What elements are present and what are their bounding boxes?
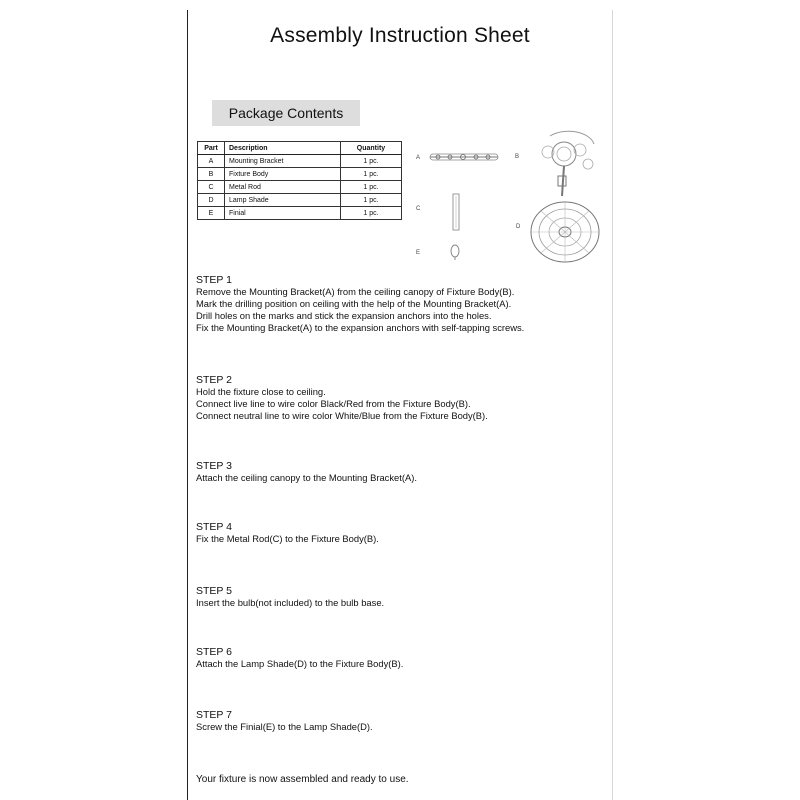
finial-illustration <box>448 243 462 261</box>
parts-table <box>197 141 402 220</box>
cell-quantity: 1 pc. <box>341 181 402 194</box>
cell-description: Finial <box>225 207 341 220</box>
step-text: Screw the Finial(E) to the Lamp Shade(D). <box>196 721 373 732</box>
parts-table-header-row <box>198 142 402 155</box>
table-row <box>198 194 402 207</box>
cell-description: Lamp Shade <box>225 194 341 207</box>
fixture-body-illustration <box>528 130 602 202</box>
column-header-description: Description <box>225 142 341 155</box>
metal-rod-illustration <box>450 192 462 232</box>
step-text: Drill holes on the marks and stick the expansion anchors into the holes. <box>196 310 492 321</box>
package-contents-header <box>212 100 360 126</box>
cell-part: A <box>198 155 225 168</box>
column-header-part: Part <box>198 142 225 155</box>
step-title: STEP 4 <box>196 521 232 533</box>
step-title: STEP 5 <box>196 585 232 597</box>
package-contents-label: Package Contents <box>228 105 344 121</box>
cell-description: Fixture Body <box>225 168 341 181</box>
cell-quantity: 1 pc. <box>341 155 402 168</box>
step-title: STEP 2 <box>196 374 232 386</box>
table-row <box>198 155 402 168</box>
step-text: Remove the Mounting Bracket(A) from the ceiling canopy of Fixture Body(B). <box>196 286 515 297</box>
step-text: Connect neutral line to wire color White/Blue from the Fixture Body(B). <box>196 410 488 421</box>
diagram-label-e: E <box>416 250 421 256</box>
diagram-label-b: B <box>515 154 520 160</box>
cell-part: E <box>198 207 225 220</box>
completion-note: Your fixture is now assembled and ready to use. <box>196 774 409 785</box>
step-title: STEP 3 <box>196 460 232 472</box>
step-text: Insert the bulb(not included) to the bulb base. <box>196 597 385 608</box>
step-2 <box>196 374 606 422</box>
step-4 <box>196 521 606 545</box>
table-row <box>198 207 402 220</box>
step-title: STEP 1 <box>196 274 232 286</box>
diagram-label-c: C <box>416 206 421 212</box>
step-text: Connect live line to wire color Black/Red from the Fixture Body(B). <box>196 398 471 409</box>
cell-quantity: 1 pc. <box>341 194 402 207</box>
cell-part: D <box>198 194 225 207</box>
column-header-quantity: Quantity <box>341 142 402 155</box>
table-row <box>198 181 402 194</box>
page-left-border <box>187 10 188 800</box>
step-title: STEP 7 <box>196 709 232 721</box>
step-text: Attach the Lamp Shade(D) to the Fixture Body(B). <box>196 658 404 669</box>
diagram-label-d: D <box>516 224 521 230</box>
cell-description: Mounting Bracket <box>225 155 341 168</box>
step-text: Attach the ceiling canopy to the Mounting Bracket(A). <box>196 472 417 483</box>
cell-quantity: 1 pc. <box>341 207 402 220</box>
cell-part: B <box>198 168 225 181</box>
cell-part: C <box>198 181 225 194</box>
diagram-label-a: A <box>416 155 421 161</box>
page-right-border <box>612 10 613 800</box>
step-6 <box>196 646 606 670</box>
step-text: Mark the drilling position on ceiling with the help of the Mounting Bracket(A). <box>196 298 512 309</box>
step-7 <box>196 709 606 733</box>
table-row <box>198 168 402 181</box>
step-1 <box>196 274 606 334</box>
cell-description: Metal Rod <box>225 181 341 194</box>
step-text: Hold the fixture close to ceiling. <box>196 386 326 397</box>
step-5 <box>196 585 606 609</box>
mounting-bracket-illustration <box>428 150 500 164</box>
step-text: Fix the Mounting Bracket(A) to the expansion anchors with self-tapping screws. <box>196 322 525 333</box>
step-title: STEP 6 <box>196 646 232 658</box>
lamp-shade-illustration <box>528 200 602 264</box>
document-title: Assembly Instruction Sheet <box>270 24 530 47</box>
cell-quantity: 1 pc. <box>341 168 402 181</box>
step-3 <box>196 460 606 484</box>
step-text: Fix the Metal Rod(C) to the Fixture Body(B). <box>196 533 379 544</box>
